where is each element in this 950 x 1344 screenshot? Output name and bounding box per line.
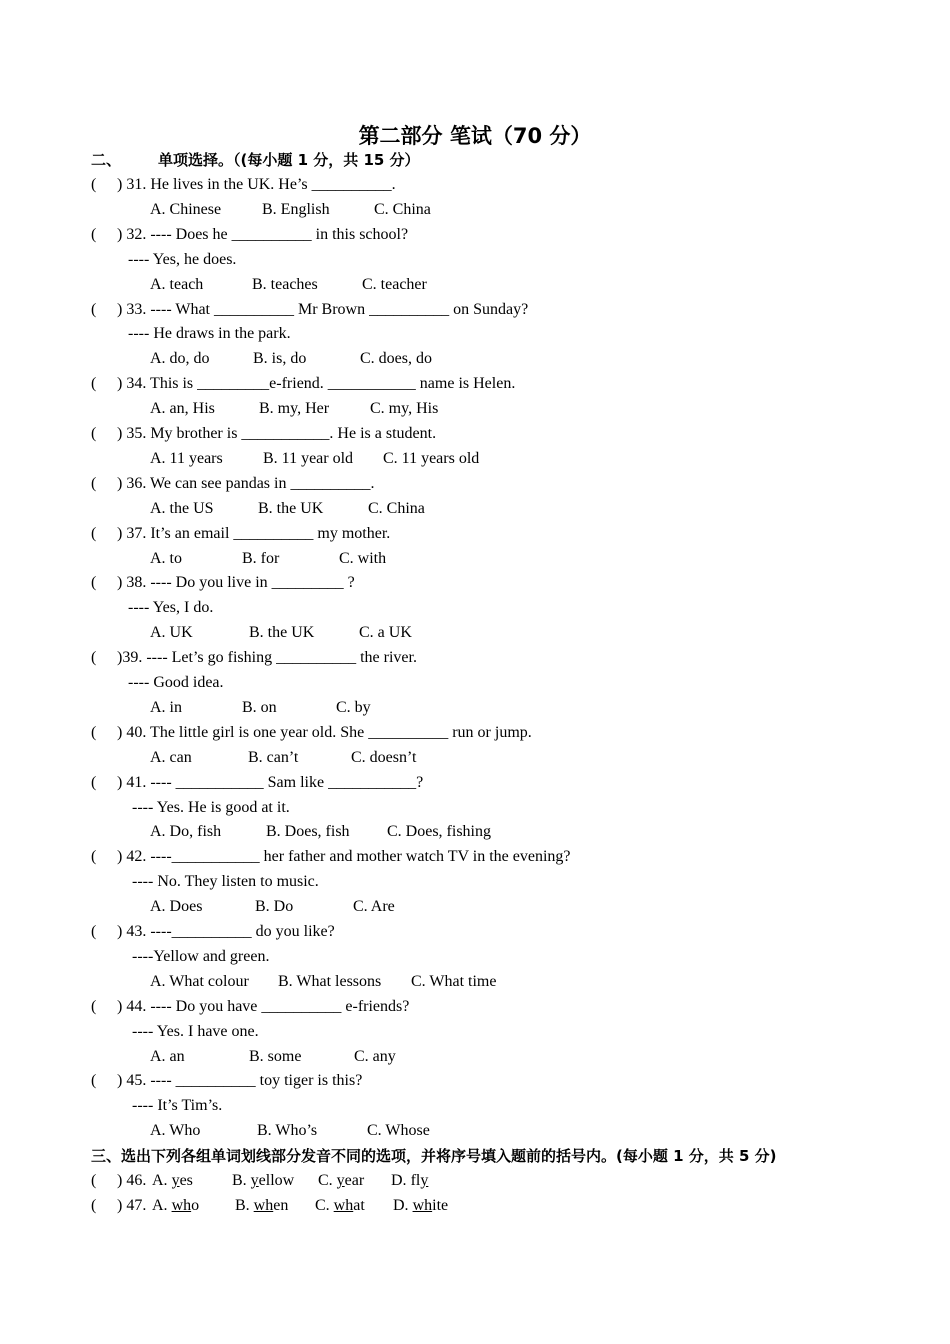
options-row bbox=[0, 696, 900, 721]
question-number: ) 46. bbox=[117, 1172, 147, 1189]
option-c: C. China bbox=[368, 499, 425, 517]
option-b: B. on bbox=[242, 698, 277, 716]
answer-bracket[interactable]: ( bbox=[91, 425, 97, 442]
page-title: 第二部分 笔试（70 分） bbox=[358, 124, 592, 148]
option-a: A. the US bbox=[150, 499, 214, 517]
underlined-letters: wh bbox=[171, 1196, 192, 1214]
options-row bbox=[0, 820, 900, 845]
underlined-letters: y bbox=[171, 1172, 180, 1189]
question-41 bbox=[91, 771, 423, 796]
question-reply: ---- Yes. I have one. bbox=[132, 1022, 259, 1040]
phonics-question-46 bbox=[0, 1169, 900, 1194]
question-stem: ) 34. This is _________e-friend. ___________ name is Helen. bbox=[117, 375, 516, 393]
word-end: ellow bbox=[258, 1172, 295, 1189]
option-c: C. Are bbox=[353, 898, 395, 916]
options-row bbox=[0, 1045, 900, 1070]
question-stem: ) 38. ---- Do you live in _________ ? bbox=[117, 574, 355, 592]
phonics-option-c bbox=[315, 1194, 365, 1219]
option-a: A. in bbox=[150, 698, 182, 716]
question-reply: ---- It’s Tim’s. bbox=[132, 1097, 223, 1115]
phonics-option-a bbox=[152, 1169, 193, 1194]
question-45 bbox=[91, 1069, 362, 1094]
phonics-question-47 bbox=[0, 1194, 900, 1219]
option-b: B. teaches bbox=[252, 275, 318, 293]
word-end: at bbox=[353, 1196, 365, 1214]
question-34 bbox=[91, 372, 515, 397]
phonics-option-c bbox=[318, 1169, 364, 1194]
question-32 bbox=[91, 223, 408, 248]
word-end: es bbox=[179, 1172, 193, 1189]
option-b: B. What lessons bbox=[278, 972, 382, 990]
word-start: fl bbox=[410, 1172, 421, 1189]
question-stem: ) 45. ---- __________ toy tiger is this? bbox=[117, 1072, 363, 1090]
underlined-letters: wh bbox=[412, 1196, 433, 1214]
underlined-letters: wh bbox=[333, 1196, 354, 1214]
options-row bbox=[0, 895, 900, 920]
section-2-number: 二、 bbox=[91, 151, 122, 169]
option-c: C. 11 years old bbox=[383, 449, 480, 467]
option-label: B. bbox=[235, 1196, 254, 1214]
answer-bracket[interactable]: ( bbox=[91, 923, 97, 940]
phonics-option-b bbox=[232, 1169, 294, 1194]
answer-bracket[interactable]: ( bbox=[91, 723, 97, 741]
answer-bracket[interactable]: ( bbox=[91, 300, 97, 318]
answer-bracket[interactable]: ( bbox=[91, 375, 97, 393]
option-c: C. China bbox=[374, 200, 431, 218]
option-b: B. some bbox=[249, 1047, 302, 1065]
option-b: B. my, Her bbox=[259, 400, 330, 418]
option-label: C. bbox=[318, 1172, 337, 1189]
underlined-letters: y bbox=[336, 1172, 345, 1189]
question-35 bbox=[91, 422, 436, 447]
option-c: C. a UK bbox=[359, 624, 412, 642]
option-c: C. doesn’t bbox=[351, 748, 417, 766]
option-a: A. Do, fish bbox=[150, 823, 222, 841]
option-a: A. teach bbox=[150, 275, 204, 293]
options-row bbox=[0, 198, 900, 223]
option-a: A. an bbox=[150, 1047, 185, 1065]
phonics-option-a bbox=[152, 1194, 199, 1219]
question-31 bbox=[91, 173, 396, 198]
option-b: B. the UK bbox=[249, 624, 315, 642]
answer-bracket[interactable]: ( bbox=[91, 1072, 97, 1090]
option-b: B. Do bbox=[255, 898, 294, 916]
answer-bracket[interactable]: ( bbox=[91, 773, 97, 791]
option-a: A. What colour bbox=[150, 972, 249, 990]
option-a: A. an, His bbox=[150, 400, 215, 418]
underlined-letters: wh bbox=[253, 1196, 274, 1214]
phonics-option-d bbox=[393, 1194, 448, 1219]
option-a: A. do, do bbox=[150, 350, 210, 368]
answer-bracket[interactable]: ( bbox=[91, 848, 97, 866]
phonics-option-b bbox=[235, 1194, 288, 1219]
option-a: A. can bbox=[150, 748, 192, 766]
question-reply: ---- No. They listen to music. bbox=[132, 873, 319, 891]
question-stem: ) 42. ----___________ her father and mother watch TV in the evening? bbox=[117, 848, 571, 866]
word-end: o bbox=[191, 1196, 200, 1214]
question-stem: ) 44. ---- Do you have __________ e-friends? bbox=[117, 997, 410, 1015]
question-39 bbox=[91, 646, 417, 671]
option-a: A. Does bbox=[150, 898, 203, 916]
option-c: C. does, do bbox=[360, 350, 432, 368]
answer-bracket[interactable]: ( bbox=[91, 225, 97, 243]
answer-bracket[interactable]: ( bbox=[91, 574, 97, 592]
word-end: en bbox=[273, 1196, 289, 1214]
question-reply: ---- Yes, he does. bbox=[128, 250, 237, 268]
option-b: B. for bbox=[242, 549, 280, 567]
options-row bbox=[0, 447, 900, 472]
answer-bracket[interactable]: ( bbox=[91, 1172, 97, 1189]
word-end: ear bbox=[344, 1172, 365, 1189]
options-row bbox=[0, 547, 900, 572]
option-c: C. my, His bbox=[370, 400, 439, 418]
option-b: B. the UK bbox=[258, 499, 324, 517]
option-c: C. by bbox=[336, 698, 371, 716]
question-stem: ) 41. ---- ___________ Sam like ___________? bbox=[117, 773, 424, 791]
options-row bbox=[0, 621, 900, 646]
option-b: B. Does, fish bbox=[266, 823, 350, 841]
answer-bracket[interactable]: ( bbox=[91, 524, 97, 542]
phonics-option-d bbox=[391, 1169, 428, 1194]
option-b: B. Who’s bbox=[257, 1122, 318, 1140]
question-42 bbox=[91, 845, 571, 870]
question-stem: ) 31. He lives in the UK. He’s __________. bbox=[117, 176, 396, 193]
option-label: D. bbox=[391, 1172, 411, 1189]
question-reply: ---- Good idea. bbox=[128, 674, 224, 691]
question-reply: ----Yellow and green. bbox=[132, 947, 270, 965]
question-reply: ---- Yes, I do. bbox=[128, 599, 214, 617]
section-2-title: 单项选择。（(每小题 1 分，共 15 分） bbox=[158, 151, 420, 169]
option-a: A. Who bbox=[150, 1122, 201, 1140]
question-44 bbox=[91, 995, 409, 1020]
options-row bbox=[0, 273, 900, 298]
options-row bbox=[0, 970, 900, 995]
option-b: B. can’t bbox=[248, 748, 299, 766]
option-a: A. to bbox=[150, 549, 182, 567]
option-b: B. English bbox=[262, 200, 330, 218]
question-stem: ) 32. ---- Does he __________ in this school? bbox=[117, 225, 409, 243]
question-33 bbox=[91, 298, 528, 323]
underlined-letters: y bbox=[250, 1172, 259, 1189]
question-stem: ) 33. ---- What __________ Mr Brown __________ on Sunday? bbox=[117, 300, 529, 318]
option-c: C. Does, fishing bbox=[387, 823, 491, 841]
question-stem: ) 36. We can see pandas in __________. bbox=[117, 474, 375, 492]
options-row bbox=[0, 347, 900, 372]
option-b: B. is, do bbox=[253, 350, 307, 368]
option-label: B. bbox=[232, 1172, 251, 1189]
option-c: C. with bbox=[339, 549, 387, 567]
option-label: D. bbox=[393, 1196, 413, 1214]
question-37 bbox=[91, 522, 390, 547]
question-number: ) 47. bbox=[117, 1196, 147, 1214]
option-c: C. Whose bbox=[367, 1122, 430, 1140]
options-row bbox=[0, 1119, 900, 1144]
question-stem: ) 43. ----__________ do you like? bbox=[117, 923, 335, 940]
question-40 bbox=[91, 721, 532, 746]
question-stem: )39. ---- Let’s go fishing __________ the river. bbox=[117, 649, 417, 667]
underlined-letters: y bbox=[420, 1172, 429, 1189]
options-row bbox=[0, 397, 900, 422]
option-c: C. any bbox=[354, 1047, 396, 1065]
option-c: C. What time bbox=[411, 972, 497, 990]
question-stem: ) 35. My brother is ___________. He is a student. bbox=[117, 425, 437, 442]
section-2-heading bbox=[91, 148, 420, 173]
question-43 bbox=[91, 920, 335, 945]
options-row bbox=[0, 746, 900, 771]
option-label: A. bbox=[152, 1196, 172, 1214]
answer-bracket[interactable]: ( bbox=[91, 474, 97, 492]
section-3-heading bbox=[91, 1144, 776, 1169]
option-a: A. UK bbox=[150, 624, 193, 642]
question-stem: ) 37. It’s an email __________ my mother. bbox=[117, 524, 391, 542]
option-b: B. 11 year old bbox=[263, 449, 354, 467]
answer-bracket[interactable]: ( bbox=[91, 649, 97, 667]
word-end: ite bbox=[432, 1196, 449, 1214]
option-label: A. bbox=[152, 1172, 172, 1189]
question-reply: ---- He draws in the park. bbox=[128, 325, 291, 343]
question-38 bbox=[91, 571, 355, 596]
options-row bbox=[0, 497, 900, 522]
answer-bracket[interactable]: ( bbox=[91, 1196, 97, 1214]
option-a: A. Chinese bbox=[150, 200, 222, 218]
question-36 bbox=[91, 472, 374, 497]
option-a: A. 11 years bbox=[150, 449, 223, 467]
question-stem: ) 40. The little girl is one year old. She __________ run or jump. bbox=[117, 723, 532, 741]
section-3-title: 三、选出下列各组单词划线部分发音不同的选项，并将序号填入题前的括号内。(每小题 1 分，共 5 分) bbox=[91, 1147, 777, 1165]
option-c: C. teacher bbox=[362, 275, 427, 293]
answer-bracket[interactable]: ( bbox=[91, 997, 97, 1015]
question-reply: ---- Yes. He is good at it. bbox=[132, 798, 290, 816]
option-label: C. bbox=[315, 1196, 334, 1214]
answer-bracket[interactable]: ( bbox=[91, 176, 97, 193]
